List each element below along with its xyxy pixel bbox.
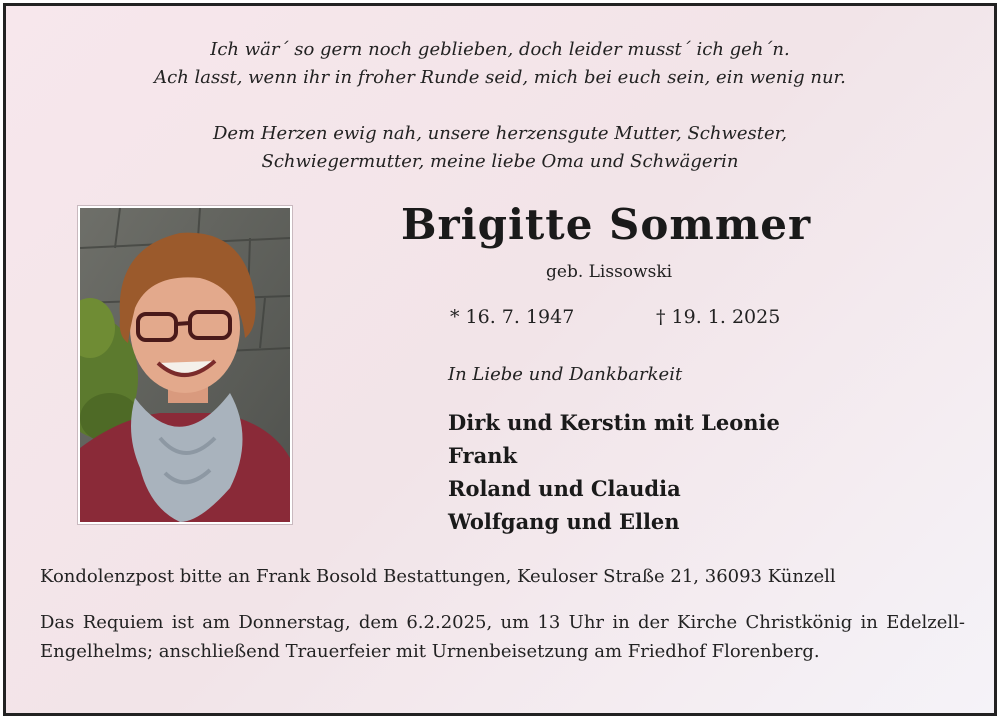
mourners-list xyxy=(448,406,780,538)
verse-line: Ach lasst, wenn ihr in froher Runde seid, mich bei euch sein, ein wenig nur. xyxy=(154,67,846,88)
requiem-notice: Das Requiem ist am Donnerstag, dem 6.2.2025, um 13 Uhr in der Kirche Christkönig in Edelzell-Engelhelms; anschließend Trauerfeier mit Urnenbeisetzung am Friedhof Florenberg. xyxy=(40,612,965,662)
death-date: † 19. 1. 2025 xyxy=(656,306,781,328)
verse-line: Ich wär´ so gern noch geblieben, doch leider musst´ ich geh´n. xyxy=(210,39,790,60)
mourner-entry: Frank xyxy=(448,443,518,468)
portrait-photo xyxy=(78,206,292,524)
mourners-intro: In Liebe und Dankbarkeit xyxy=(448,364,683,385)
birth-date: * 16. 7. 1947 xyxy=(450,306,575,328)
deceased-name: Brigitte Sommer xyxy=(401,200,812,249)
obituary-card xyxy=(3,3,997,716)
dedication-line: Dem Herzen ewig nah, unsere herzensgute Mutter, Schwester, xyxy=(212,123,788,144)
dedication-text xyxy=(6,120,994,176)
dedication-line: Schwiegermutter, meine liebe Oma und Schwägerin xyxy=(261,151,739,172)
mourner-entry: Dirk und Kerstin mit Leonie xyxy=(448,410,780,435)
mourner-entry: Roland und Claudia xyxy=(448,476,681,501)
birth-name: geb. Lissowski xyxy=(546,262,673,282)
mourner-entry: Wolfgang und Ellen xyxy=(448,509,680,534)
opening-verse xyxy=(6,36,994,92)
portrait-illustration xyxy=(80,208,290,522)
condolence-address: Kondolenzpost bitte an Frank Bosold Bestattungen, Keuloser Straße 21, 36093 Künzell xyxy=(40,566,836,587)
